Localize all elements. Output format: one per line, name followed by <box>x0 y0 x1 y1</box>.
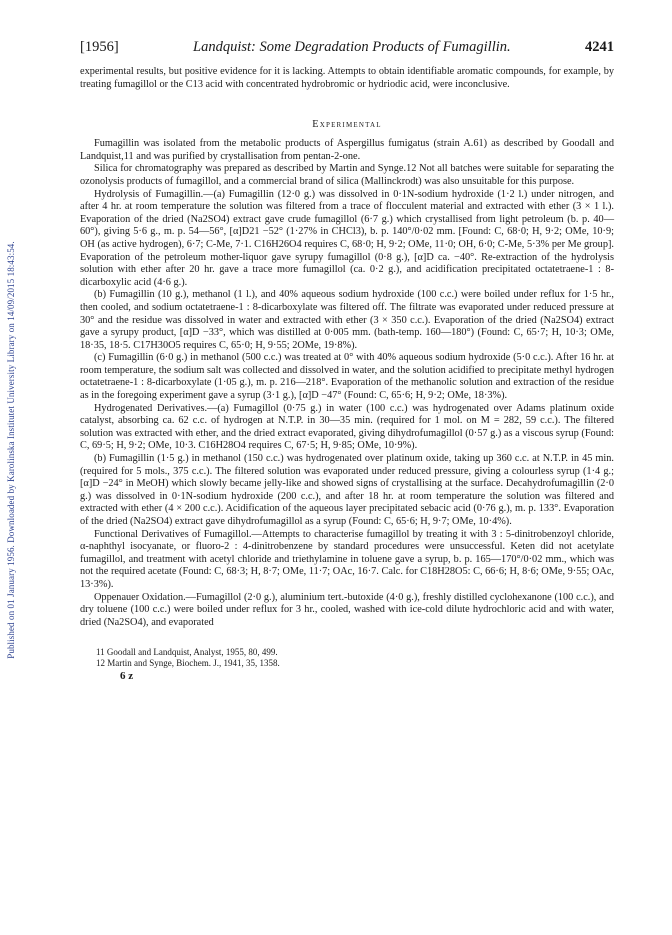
footnote-11: 11 Goodall and Landquist, Analyst, 1955, 80, 499. <box>96 647 278 658</box>
footnotes <box>80 647 614 682</box>
intro-paragraph: experimental results, but positive evidence for it is lacking. Attempts to obtain identifiable aromatic compounds, for example, by treating fumagillol or the C13 acid with concentrated hydrobromic or hydriodic acid, were inconclusive. <box>80 66 614 90</box>
running-header <box>80 39 614 59</box>
paragraph-hydrogenated-a: Hydrogenated Derivatives.—(a) Fumagillol (0·75 g.) in water (100 c.c.) was hydrogenated over Adams platinum oxide catalyst, absorbing ca. 62 c.c. of hydrogen at N.T.P. in 30—35 min. (required for 1 mol. on M = 282, 59 c.c.). The filtered solution was extracted with ether, and the dried extract evaporated, giving dihydrofumagillol (0·57 g.) as a viscous syrup (Found: C, 69·5; H, 9·2; OMe, 10·3. C16H28O4 requires C, 67·5; H, 9·85; OMe, 10·9%). <box>80 402 614 452</box>
paragraph-hydrolysis-b: (b) Fumagillin (10 g.), methanol (1 l.), and 40% aqueous sodium hydroxide (100 c.c.) were boiled under reflux for 1·5 hr., then cooled, and sodium octatetraene-1 : 8-dicarboxylate was filtered off. The filtrate was evaporated under reduced pressure at 30° and the residue was dissolved in water and extracted with ether (3 × 350 c.c.). Evaporation of the dried (Na2SO4) extract gave a syrupy product, [α]D −33°, which was distilled at 0·005 mm. (bath-temp. 160—180°) (Found: C, 65·7; H, 10·3; OMe, 18·35, 18·5. C17H30O5 requires C, 65·0; H, 9·55; 2OMe, 19·8%). <box>80 289 614 351</box>
paragraph-functional-derivatives: Functional Derivatives of Fumagillol.—Attempts to characterise fumagillol by treating it with 3 : 5-dinitrobenzoyl chloride, α-naphthyl isocyanate, or fluoro-2 : 4-dinitrobenzene by standard procedures were unsuccessful. Keten did not acetylate fumagillol, and treatment with acetyl chloride and triethylamine in toluene gave a syrup, b. p. 165—170°/0·02 mm., which was not the required acetate (Found: C, 68·3; H, 8·7; OMe, 11·7; OAc, 16·7. Calc. for C18H28O5: C, 66·6; H, 8·6; OMe, 9·55; OAc, 13·3%). <box>80 528 614 590</box>
paragraph-hydrolysis-c: (c) Fumagillin (6·0 g.) in methanol (500 c.c.) was treated at 0° with 40% aqueous sodium hydroxide (5·0 c.c.). After 16 hr. at room temperature, the sodium salt was collected and dissolved in water, and the solution acidified to precipitate methyl hydrogen octatetraene-1 : 8-dicarboxylate (1·05 g.), m. p. 216—218°. Evaporation of the methanolic solution and extraction of the residue as in the foregoing experiment gave a syrup (3·1 g.), [α]D −47° (Found: C, 65·6; H, 9·2; OMe, 18·3%). <box>80 352 614 402</box>
page-number: 4241 <box>584 39 614 55</box>
paragraph-silica: Silica for chromatography was prepared as described by Martin and Synge.12 Not all batches were suitable for separating the ozonolysis products of fumagillol, and a commercial brand of silica (Mallinckrodt) was also unsuitable for this purpose. <box>80 163 614 187</box>
signature-mark: 6 z <box>120 670 134 683</box>
provenance-text: Published on 01 January 1956. Downloaded by Karolinska Institutet University Library on 14/09/2015 18:43:54. <box>6 241 16 659</box>
provenance-sidebar <box>0 150 22 750</box>
paper-page <box>80 39 614 682</box>
section-title: Experimental <box>312 119 382 131</box>
paragraph-hydrogenated-b: (b) Fumagillin (1·5 g.) in methanol (150 c.c.) was hydrogenated over platinum oxide, taking up 360 c.c. at N.T.P. in 45 min. (required for 5 mols., 375 c.c.). The filtered solution was evaporated under reduced pressure, giving a colourless syrup (1·4 g.; [α]D −24° in MeOH) which slowly became jelly-like and showed signs of crystallising at the surface. Decahydrofumagillin (2·0 g.) was dissolved in 0·1N-sodium hydroxide (200 c.c.), and after 18 hr. at room temperature the solution was filtered and extracted with ether (4 × 200 c.c.). Acidification of the aqueous layer precipitated sebacic acid (0·76 g.), m. p. 133°. Evaporation of the dried (Na2SO4) extract gave dihydrofumagillol as a syrup (Found: C, 65·6; H, 9·7; OMe, 10·4%). <box>80 453 614 527</box>
header-title: Landquist: Some Degradation Products of Fumagillin. <box>193 39 511 55</box>
footnote-12: 12 Martin and Synge, Biochem. J., 1941, 35, 1358. <box>96 658 280 669</box>
experimental-body <box>80 138 614 629</box>
paragraph-hydrolysis-a: Hydrolysis of Fumagillin.—(a) Fumagillin (12·0 g.) was dissolved in 0·1N-sodium hydroxide (1·2 l.) under nitrogen, and after 4 hr. at room temperature the solution was filtered from a trace of flocculent material and extracted with ether (3 × 1 l.). Evaporation of the dried (Na2SO4) extract gave crude fumagillol (6·7 g.) which crystallised from light petroleum (b. p. 40—60°), giving 5·6 g., m. p. 54—56°, [α]D21 −52° (1·27% in CHCl3), b. p. 140°/0·02 mm. [Found: C, 68·0; H, 9·2; OMe, 10·9; OH (as active hydrogen), 6·7; C-Me, 7·1. C16H26O4 requires C, 68·0; H, 9·2; OMe, 11·0; OH, 6·0; C-Me, 5·3% per Me group]. Evaporation of the petroleum mother-liquor gave syrupy fumagillol (0·8 g.), [α]D ca. −40°. Re-extraction of the hydrolysis solution with ether after 20 hr. gave a trace more fumagillol (ca. 0·2 g.), and acidification precipitated octatetraene-1 : 8-dicarboxylic acid (4·6 g.). <box>80 188 614 288</box>
paragraph-isolation: Fumagillin was isolated from the metabolic products of Aspergillus fumigatus (strain A.61) as described by Goodall and Landquist,11 and was purified by crystallisation from pentan-2-one. <box>80 138 614 162</box>
header-year: [1956] <box>80 39 119 55</box>
paragraph-oppenauer: Oppenauer Oxidation.—Fumagillol (2·0 g.), aluminium tert.-butoxide (4·0 g.), freshly distilled cyclohexanone (100 c.c.), and dry toluene (100 c.c.) were boiled under reflux for 3 hr., cooled, washed with ice-cold dilute hydrochloric acid and with water, dried (Na2SO4), and evaporated <box>80 591 614 628</box>
